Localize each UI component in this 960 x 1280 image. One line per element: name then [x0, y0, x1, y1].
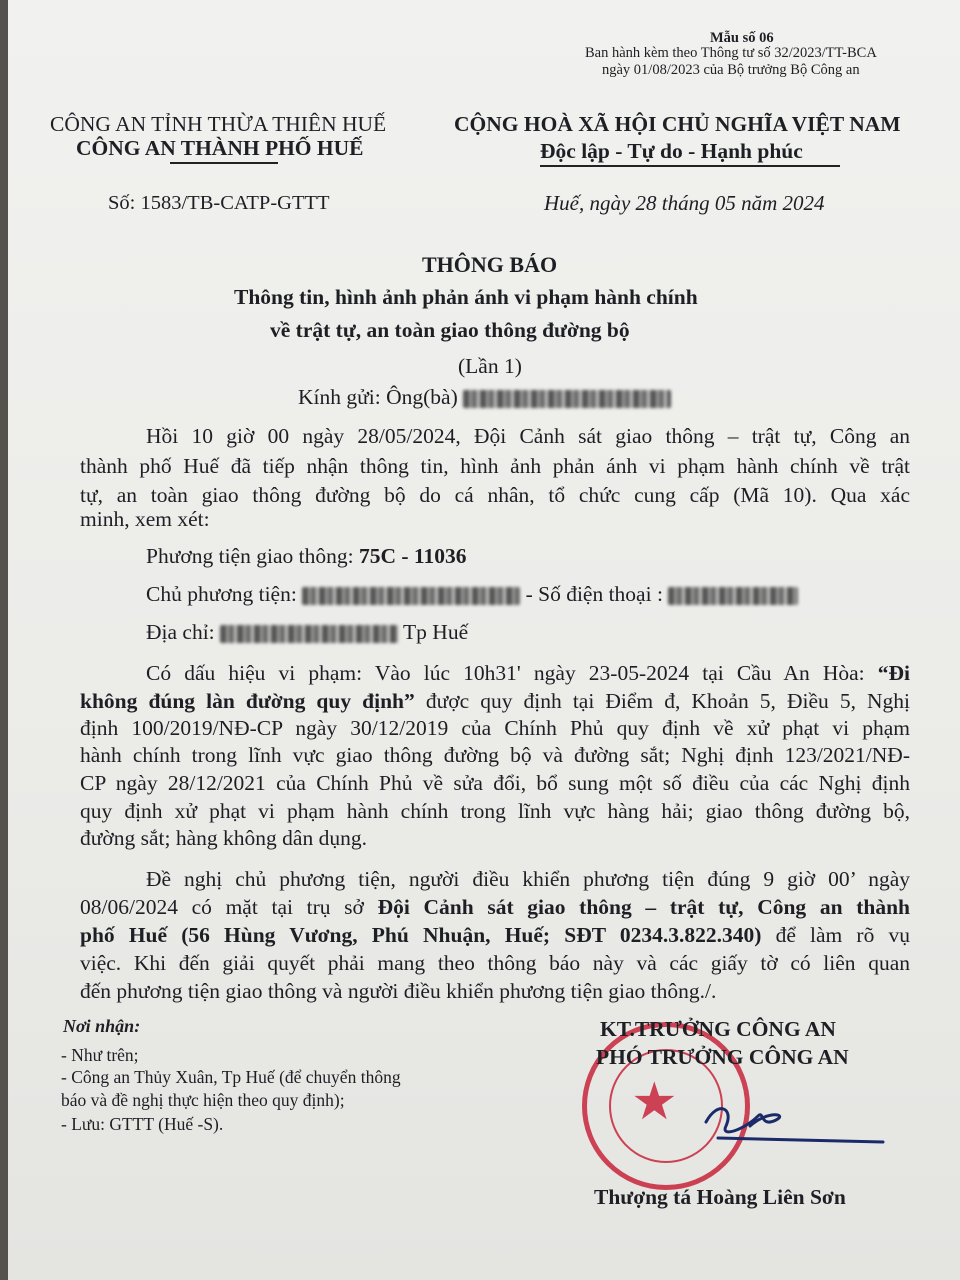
vehicle-line [146, 546, 466, 568]
agency-name: CÔNG AN THÀNH PHỐ HUẾ [76, 136, 364, 160]
recipients-item1: - Như trên; [61, 1045, 139, 1065]
request-text-3b: để làm rõ vụ [775, 923, 911, 947]
request-line5: đến phương tiện giao thông và người điều khiển phương tiện giao thông./. [80, 979, 717, 1003]
seal-star-icon: ★ [631, 1074, 678, 1131]
background-edge [0, 0, 8, 1280]
agency-parent: CÔNG AN TỈNH THỪA THIÊN HUẾ [50, 112, 387, 136]
request-text-2a: 08/06/2024 có mặt tại trụ sở [80, 895, 364, 919]
recipients-item3: - Lưu: GTTT (Huế -S). [61, 1114, 224, 1134]
request-line4: việc. Khi đến giải quyết phải mang theo thông báo này và các giấy tờ có liên quan [80, 951, 910, 975]
violation-text-2a: không đúng làn đường quy định” [80, 689, 415, 713]
vehicle-label: Phương tiện giao thông: [146, 544, 354, 568]
violation-line7: đường sắt; hàng không dân dụng. [80, 826, 367, 850]
agency-underline [170, 162, 278, 164]
form-issued-line2: ngày 01/08/2023 của Bộ trưởng Bộ Công an [602, 62, 860, 78]
address-line [146, 622, 468, 644]
signature-title-2: PHÓ TRƯỞNG CÔNG AN [596, 1045, 849, 1069]
violation-line4: hành chính trong lĩnh vực giao thông đường bộ và đường sắt; Nghị định 123/2021/NĐ- [80, 743, 910, 767]
doc-date: Huế, ngày 28 tháng 05 năm 2024 [544, 191, 825, 215]
redacted-address [220, 625, 398, 643]
form-issued-line1: Ban hành kèm theo Thông tư số 32/2023/TT-BCA [585, 45, 877, 61]
national-title: CỘNG HOÀ XÃ HỘI CHỦ NGHĨA VIỆT NAM [454, 112, 901, 136]
violation-text-1a: Có dấu hiệu vi phạm: Vào lúc 10h31' ngày 23-05-2024 tại Cầu An Hòa: [146, 661, 865, 685]
recipients-item2b: báo và đề nghị thực hiện theo quy định); [61, 1090, 345, 1110]
notice-round: (Lần 1) [458, 354, 522, 378]
para1-line4: minh, xem xét: [80, 507, 210, 531]
request-line2 [80, 897, 910, 919]
violation-line5: CP ngày 28/12/2021 của Chính Phủ về sửa đổi, bổ sung một số điều của các Nghị định [80, 771, 910, 795]
request-text-2b: Đội Cảnh sát giao thông – trật tự, Công an thành [377, 895, 910, 919]
vehicle-plate: 75C - 11036 [358, 544, 467, 568]
para1-line2: thành phố Huế đã tiếp nhận thông tin, hình ảnh phản ánh vi phạm hành chính về trật [80, 454, 910, 478]
signer-name: Thượng tá Hoàng Liên Sơn [594, 1185, 846, 1209]
recipients-item2a: - Công an Thủy Xuân, Tp Huế (để chuyển thông [61, 1067, 401, 1087]
violation-line3: định 100/2019/NĐ-CP ngày 30/12/2019 của Chính Phủ quy định về xử phạt vi phạm [80, 716, 910, 740]
violation-line6: quy định xử phạt vi phạm hành chính trong lĩnh vực hàng hải; giao thông đường bộ, [80, 799, 910, 823]
document-page [8, 0, 960, 1280]
redacted-recipient-name [463, 390, 671, 408]
para1-line1: Hồi 10 giờ 00 ngày 28/05/2024, Đội Cảnh sát giao thông – trật tự, Công an [146, 424, 910, 448]
address-label: Địa chỉ: [146, 620, 215, 644]
recipient-line [298, 387, 671, 409]
handwritten-signature [698, 1080, 888, 1160]
violation-line2 [80, 691, 910, 713]
national-motto: Độc lập - Tự do - Hạnh phúc [540, 139, 803, 163]
signature-title-1: KT.TRƯỞNG CÔNG AN [600, 1017, 836, 1041]
motto-underline [540, 165, 840, 167]
phone-label: - Số điện thoại : [525, 582, 663, 606]
request-line3 [80, 925, 910, 947]
form-code: Mẫu số 06 [710, 30, 774, 46]
notice-subtitle-1: Thông tin, hình ảnh phản ánh vi phạm hành chính [234, 285, 698, 309]
request-text-3a: phố Huế (56 Hùng Vương, Phú Nhuận, Huế; SĐT 0234.3.822.340) [80, 923, 762, 947]
owner-line [146, 584, 798, 606]
recipient-label: Kính gửi: Ông(bà) [298, 385, 458, 409]
notice-subtitle-2: về trật tự, an toàn giao thông đường bộ [270, 318, 630, 342]
request-line1: Đề nghị chủ phương tiện, người điều khiển phương tiện đúng 9 giờ 00’ ngày [146, 867, 910, 891]
redacted-phone [668, 587, 798, 605]
owner-label: Chủ phương tiện: [146, 582, 297, 606]
address-city: Tp Huế [403, 620, 469, 644]
doc-number: Số: 1583/TB-CATP-GTTT [108, 192, 330, 214]
violation-text-1b: “Đi [877, 661, 910, 685]
redacted-owner-name [302, 587, 520, 605]
para1-line3: tự, an toàn giao thông đường bộ do cá nhân, tổ chức cung cấp (Mã 10). Qua xác [80, 483, 910, 507]
recipients-title: Nơi nhận: [63, 1016, 141, 1036]
notice-title: THÔNG BÁO [422, 252, 558, 277]
violation-text-2b: được quy định tại Điểm đ, Khoản 5, Điều 5, Nghị [425, 689, 911, 713]
violation-line1 [146, 663, 910, 685]
